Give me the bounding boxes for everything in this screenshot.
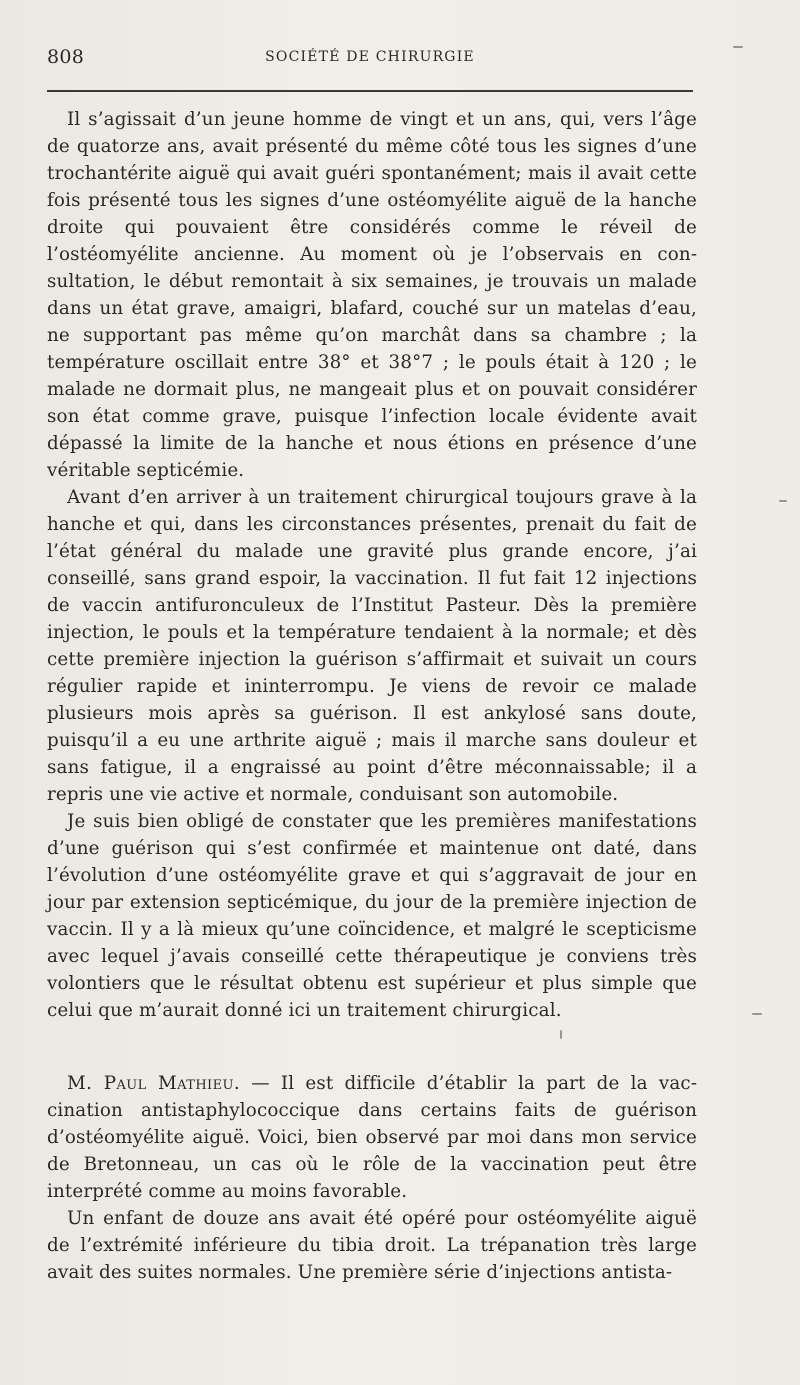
paragraph-vaccination: Avant d’en arriver à un traitement chirurgical toujours grave à la hanche et qui, dans les circonstances présentes, prenait du fait de l’état général du malade une gravité plus grande encore, j’ai conseillé, sans grand espoir, la vaccination. Il fut fait 12 injections de vaccin antifuronculeux de l’Institut Pasteur. Dès la première injection, le pouls et la température tendaient à la normale; et dès cette première injection la guérison s’affirmait et suivait un cours régulier rapide et ininterrompu. Je viens de revoir ce malade plusieurs mois après sa guérison. Il est ankylosé sans doute, puisqu’il a eu une arthrite aiguë ; mais il marche sans douleur et sans fatigue, il a engraissé au point d’être méconnaissable; il a repris une vie active et normale, conduisant son automobile. [47, 487, 697, 805]
print-speck [560, 1030, 562, 1039]
body-text [47, 106, 697, 1286]
header-rule [47, 90, 693, 92]
print-speck [752, 1013, 762, 1015]
page-header [47, 46, 693, 72]
print-speck [779, 500, 787, 502]
paragraph-intervention [47, 1070, 697, 1205]
page-number: 808 [47, 46, 85, 68]
print-speck [733, 46, 743, 48]
paragraph-case-description: Il s’agissait d’un jeune homme de vingt et un ans, qui, vers l’âge de quatorze ans, avait présenté du même côté tous les signes d’une trochantérite aiguë qui avait guéri spontanément; mais il avait cette fois présenté tous les signes d’une ostéomyélite aiguë de la hanche droite qui pouvaient être considérés comme le réveil de l’ostéomyélite ancienne. Au moment où je l’observais en consultation, le début remontait à six semaines, je trouvais un malade dans un état grave, amaigri, blafard, couché sur un matelas d’eau, ne supportant pas même qu’on marchât dans sa chambre ; la température oscillait entre 38° et 38°7 ; le pouls était à 120 ; le malade ne dormait plus, ne mangeait plus et on pouvait considérer son état comme grave, puisque l’infection locale évidente avait dépassé la limite de la hanche et nous étions en présence d’une véritable septicémie. [47, 109, 697, 481]
speaker-dash: — [240, 1073, 281, 1094]
intervention-text: Il est difficile d’établir la part de la vaccination antistaphylococcique dans certains faits de guérison d’ostéomyélite aiguë. Voici, bien observé par moi dans mon service de Bretonneau, un cas où le rôle de la vaccination peut être interprété comme au moins favorable. [47, 1073, 697, 1202]
speaker-name: M. Paul Mathieu. [67, 1073, 241, 1094]
paragraph-child-case: Un enfant de douze ans avait été opéré pour ostéomyélite aiguë de l’extrémité inférieure du tibia droit. La trépanation très large avait des suites normales. Une première série d’injections antista- [47, 1208, 697, 1283]
paragraph-conclusion: Je suis bien obligé de constater que les premières manifestations d’une guérison qui s’est confirmée et maintenue ont daté, dans l’évolution d’une ostéomyélite grave et qui s’aggravait de jour en jour par extension septicémique, du jour de la première injection de vaccin. Il y a là mieux qu’une coïncidence, et malgré le scepticisme avec lequel j’avais conseillé cette thérapeutique je conviens très volontiers que le résultat obtenu est supérieur et plus simple que celui que m’aurait donné ici un traitement chirurgical. [47, 811, 697, 1021]
running-head: SOCIÉTÉ DE CHIRURGIE [265, 49, 475, 65]
